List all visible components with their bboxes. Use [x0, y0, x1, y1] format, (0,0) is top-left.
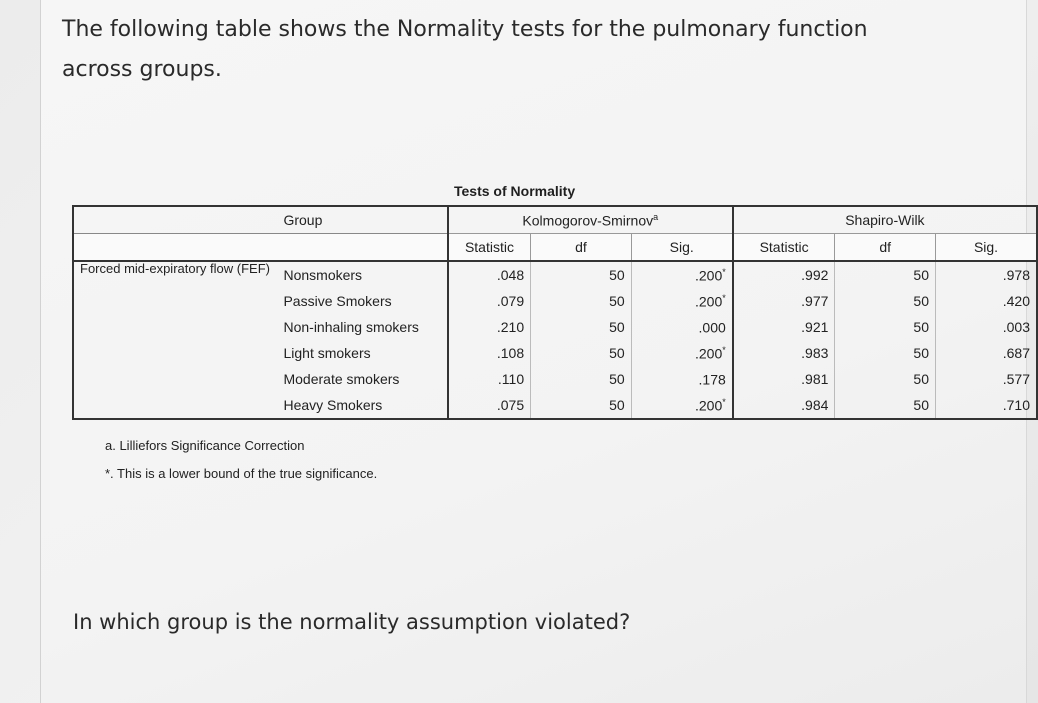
cell-ks-df: 50	[531, 340, 632, 366]
cell-ks-statistic: .108	[448, 340, 531, 366]
cell-sw-sig: .710	[936, 392, 1038, 419]
sig-mark: *	[722, 266, 726, 277]
normality-table	[72, 205, 1038, 420]
cell-sw-statistic: .984	[733, 392, 835, 419]
cell-sw-statistic: .981	[733, 366, 835, 392]
table-subheader-row	[73, 234, 1037, 262]
cell-ks-statistic: .110	[448, 366, 531, 392]
header-sw: Shapiro-Wilk	[733, 206, 1037, 234]
cell-sw-df: 50	[835, 366, 936, 392]
cell-group: Light smokers	[283, 345, 371, 361]
cell-sw-df: 50	[835, 392, 936, 419]
cell-group: Nonsmokers	[283, 267, 363, 283]
cell-ks-sig: .200*	[631, 340, 733, 366]
cell-ks-sig: .178	[631, 366, 733, 392]
cell-sw-df: 50	[835, 340, 936, 366]
cell-ks-df: 50	[531, 288, 632, 314]
cell-ks-sig: .200*	[631, 288, 733, 314]
cell-ks-sig: .000	[631, 314, 733, 340]
cell-sw-sig: .687	[936, 340, 1038, 366]
cell-sw-statistic: .983	[733, 340, 835, 366]
cell-sw-statistic: .992	[733, 261, 835, 288]
subheader-sw-df: df	[835, 234, 936, 262]
cell-sw-df: 50	[835, 314, 936, 340]
table-body	[73, 261, 1037, 419]
sig-mark: *	[722, 344, 726, 355]
table-row	[73, 261, 1037, 288]
cell-group: Non-inhaling smokers	[283, 319, 419, 335]
header-ks: Kolmogorov-Smirnov$^a$	[448, 206, 733, 234]
question-text: In which group is the normality assumption violated?	[73, 610, 631, 634]
cell-ks-statistic: .210	[448, 314, 531, 340]
table-header-row	[73, 206, 1037, 234]
cell-ks-sig: .200*	[631, 392, 733, 419]
cell-ks-statistic: .079	[448, 288, 531, 314]
intro-text: The following table shows the Normality tests for the pulmonary function across groups.	[62, 17, 868, 82]
sig-mark: *	[722, 396, 726, 407]
cell-sw-sig: .003	[936, 314, 1038, 340]
footnote-a: a. Lilliefors Significance Correction	[105, 438, 305, 453]
row-label-fef: Forced mid-expiratory flow (FEF)	[80, 261, 270, 276]
header-group: Group	[277, 206, 447, 234]
subheader-sw-sig: Sig.	[936, 234, 1038, 262]
subheader-ks-statistic: Statistic	[448, 234, 531, 262]
cell-sw-df: 50	[835, 261, 936, 288]
subheader-ks-df: df	[531, 234, 632, 262]
cell-ks-statistic: .048	[448, 261, 531, 288]
cell-group: Moderate smokers	[283, 371, 400, 387]
cell-ks-df: 50	[531, 261, 632, 288]
subheader-ks-sig: Sig.	[631, 234, 733, 262]
header-blank	[73, 206, 277, 234]
cell-ks-df: 50	[531, 392, 632, 419]
cell-sw-df: 50	[835, 288, 936, 314]
cell-sw-sig: .577	[936, 366, 1038, 392]
cell-group: Passive Smokers	[283, 293, 392, 309]
cell-ks-df: 50	[531, 366, 632, 392]
cell-ks-sig: .200*	[631, 261, 733, 288]
cell-sw-sig: .978	[936, 261, 1038, 288]
table-title: Tests of Normality	[454, 183, 576, 199]
cell-sw-sig: .420	[936, 288, 1038, 314]
cell-ks-df: 50	[531, 314, 632, 340]
footnote-star: *. This is a lower bound of the true significance.	[105, 466, 378, 481]
cell-sw-statistic: .921	[733, 314, 835, 340]
cell-ks-statistic: .075	[448, 392, 531, 419]
sig-mark: *	[722, 292, 726, 303]
subheader-sw-statistic: Statistic	[733, 234, 835, 262]
cell-group: Heavy Smokers	[277, 392, 447, 419]
cell-sw-statistic: .977	[733, 288, 835, 314]
